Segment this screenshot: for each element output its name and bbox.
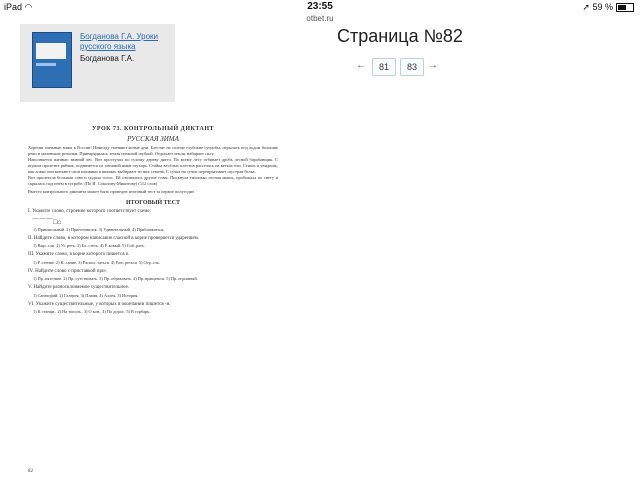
battery-percent: 59 % (592, 2, 613, 12)
answers: 1) Пришкольный. 2) Приготовился. 3) Удивительный. 4) Приближаться. (33, 226, 165, 232)
page-title: Страница №82 (337, 26, 463, 46)
paragraph: Вместо контрольного диктанта может быть проведен итоговый тест за первое полугодие. (28, 189, 196, 194)
paragraph: Наполняется жизнью зимний лес. Вот простучал по сухому дереву дятел. По всему лесу отбивает дробь лесной барабанщик. С шумом пролетит рябчик, поднимется из снежной ямки глухарь. Стайка весёлых клестов расселась на ветках ели. Стишь и увидишь, как ловко они вонзают свои клювики в шишки, выбирают из них семена. С сучка на сучок перепрыгивает шустрая белка. (28, 157, 278, 174)
status-right (582, 2, 634, 13)
textbook-page (28, 120, 278, 480)
status-time: 23:55 (307, 1, 333, 12)
status-bar (0, 0, 640, 14)
battery-icon (616, 3, 634, 12)
question: III. Укажите слово, в корне которого пишется о. (28, 252, 130, 257)
question: VI. Укажите существительные, у которых в окончании пишется -и. (28, 301, 171, 307)
question: IV. Найдите слово с приставкой при-. (28, 268, 108, 274)
location-icon: ➚ (582, 2, 590, 12)
lesson-title: УРОК 73. КОНТРОЛЬНЫЙ ДИКТАНТ (91, 126, 215, 132)
answers: 1) Пр..пятствие. 2) Пр..сутствовать. 3) Пр..образовать. 4) Пр..вращаться. 5) Пр..огромный. (33, 276, 198, 281)
book-author: Богданова Г.А. (80, 54, 135, 63)
question: V. Найдите разносклоняемое существительное. (28, 285, 130, 290)
page-number: 82 (28, 469, 33, 474)
prev-page-button[interactable]: 81 (372, 58, 396, 76)
answers: 1) Р..стение. 2) К..сание. 3) Раскол..таться. 4) Разг..реться. 5) Отр..сль. (33, 259, 160, 265)
wifi-icon: ◠ (24, 2, 33, 12)
arrow-left-icon[interactable]: ← (356, 60, 366, 71)
question: II. Найдите слово, в котором написание гласной в корне проверяется ударением. (28, 235, 200, 241)
book-cover-image[interactable] (32, 32, 72, 88)
answers: 1) Санаторий. 2) Галерея. 3) Пламя. 4) Аллея. 5) История. (33, 292, 139, 298)
test-title: ИТОГОВЫЙ ТЕСТ (126, 200, 180, 206)
morpheme-scheme: ⌒⌒⌒□⌂ (32, 217, 62, 226)
story-title: РУССКАЯ ЗИМА (127, 135, 179, 143)
url-bar[interactable]: otbet.ru (306, 14, 334, 23)
answers: 1) Выр..сли. 2) Уг..реть. 3) Бл..стеть. 4) Р..ковый. 5) Соб..рать. (33, 243, 145, 248)
book-card (20, 24, 175, 102)
arrow-right-icon[interactable]: → (428, 60, 438, 71)
book-title-link[interactable]: Богданова Г.А. Уроки русского языка (80, 32, 159, 51)
device-name: iPad (4, 2, 23, 12)
paragraph: Хороши снежные зимы в России! Неяюгду сменяют ясные дни. Блестят на солнце глубокие сугробы, скрылась под льдом большие реки и маленькие речонки. Принарядилась земля снежной шубкой. Отдыхает земля, набирает силу. (28, 145, 278, 156)
question: I. Укажите слово, строение которого соответствует схеме: (28, 209, 151, 214)
paragraph: Вот прилетела большая сова и подала голос. Ей отозвались другие совы. Пискнула тихонько лесная мышь, пробежала по снегу и скрылась под пнём в сугробе. (По И. Соколову-Микитову) (112 слов) (28, 175, 278, 186)
next-page-button[interactable]: 83 (400, 58, 424, 76)
answers: 1) К станци.. 2) На тополь.. 3) О кон.. 4) По дорог.. 5) В горбарь.. (33, 309, 152, 314)
